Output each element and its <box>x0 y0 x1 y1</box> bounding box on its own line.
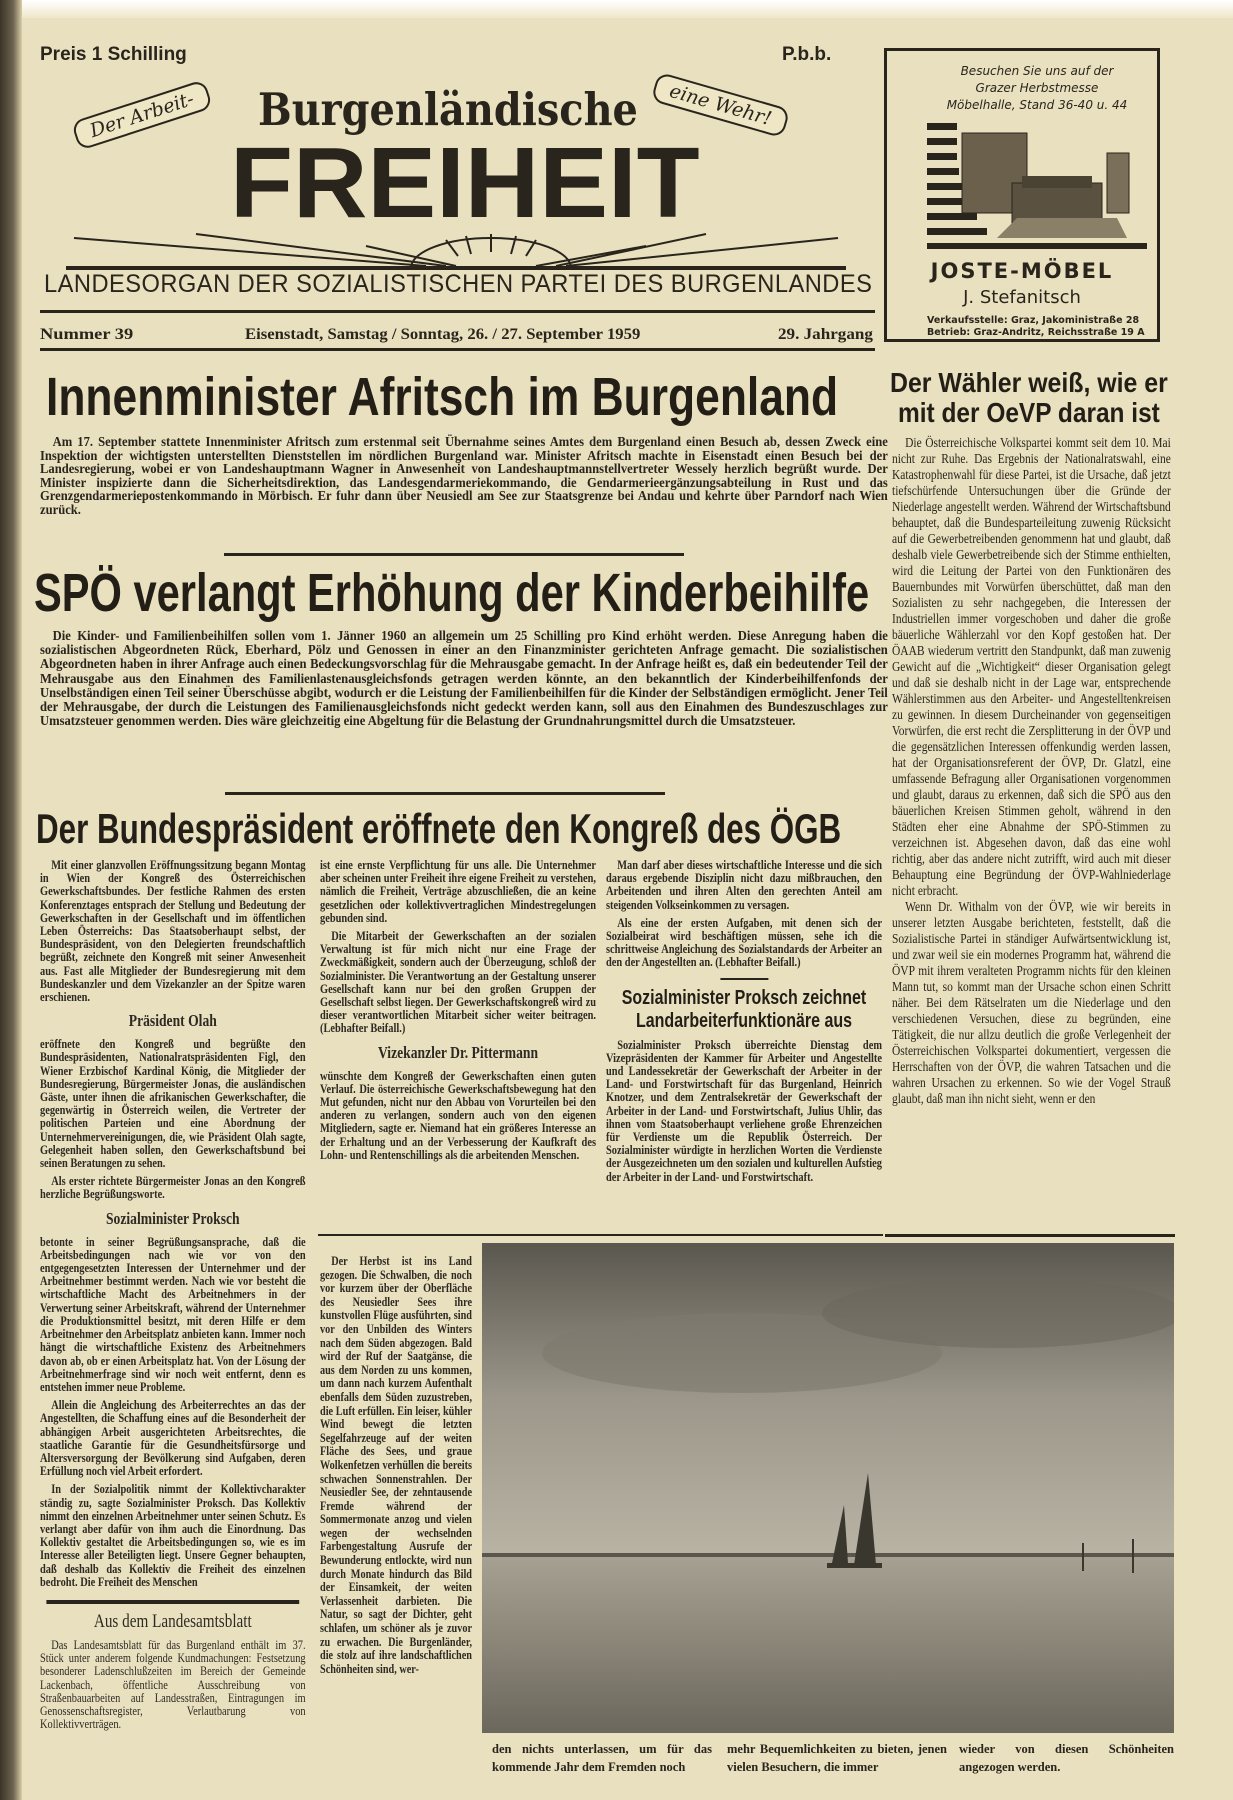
headline-afritsch: Innenminister Afritsch im Burgenland <box>46 367 839 427</box>
article-waehler <box>892 436 1171 1108</box>
masthead-title: FREIHEIT <box>230 127 700 239</box>
subheading: Präsident Olah <box>128 1011 217 1031</box>
divider <box>224 553 684 556</box>
photo-caption-3: wieder von diesen Schönheiten angezogen werden. <box>959 1742 1174 1774</box>
divider <box>318 1234 883 1236</box>
divider <box>885 1234 1175 1237</box>
masthead-top: Burgenländische <box>258 83 638 136</box>
article-paragraph: wünschte dem Kongreß der Gewerkschaften einen guten Verlauf. Die österreichische Gewerkschaftsbewegung hat den Mut gefunden, nicht nur den Abbau von Vorurteilen bei den anderen zu verlangen, sondern auch von den eigenen Mitgliedern, sagte er. Niemand hat ein größeres Interesse an der Erhaltung und an der Verbesserung der Kaufkraft des Lohn- und Rentenschillings als die arbeitenden Menschen. <box>320 1067 596 1162</box>
ad-address <box>927 315 1145 339</box>
article-paragraph: Die Kinder- und Familienbeihilfen sollen vom 1. Jänner 1960 an allgemein um 25 Schilling pro Kind erhöht werden. Diese Anregung haben die sozialistischen Abgeordneten Rück, Eberhard, Pölz und Genossen in einer an den Finanzminister gerichteten Anfrage gemacht. Die sozialistischen Abgeordneten haben in ihrer Anfrage auch einen Bedeckungsvorschlag für die Mehrausgabe gemacht. In der Anfrage heißt es, daß ein bedeutender Teil der Mehrausgabe aus den Einahmen des Familienlastenausgleichsfonds getragen werden könnte, an den bekanntlich der Kinderbeihilfenfonds der Unselbständigen einen Teil seiner Überschüsse abgibt, wodurch er die Leistung der Familienbeihilfen für die Kinder der Selbständigen ermöglicht. Jener Teil der Mehrausgabe, der durch die Leistungen des Familienausgleichsfonds nicht gedeckt werden kann, soll aus den Einahmen des Bundeszuschlages zur Umsatzsteuer genommen werden. Dies wäre gleichzeitig eine Abgeltung für die Belastung der Grundnahrungsmittel durch die Umsatzsteuer. <box>40 629 888 730</box>
oegb-column-3 <box>606 858 882 1183</box>
ad-brand: JOSTE-MÖBEL <box>930 259 1114 283</box>
article-paragraph: Allein die Angleichung des Arbeiterrechtes an das der Angestellten, die Schaffung eines auf die Besonderheit der abhängigen Arbeit ausgerichteten Arbeitsrechtes, die staatliche Garantie für die Gesundheitsfürsorge und Altersversorgung der Bevölkerung sind Aufgaben, deren Erfüllung noch viel Arbeit erfordert. <box>40 1397 306 1479</box>
article-paragraph: eröffnete den Kongreß und begrüßte den Bundespräsidenten, Nationalratspräsidenten Figl, den Wiener Erzbischof Kardinal König, die Mitglieder der Bundesregierung, Bürgermeister Jonas, die ausländischen Gäste, unter ihnen die afrikanischen Gewerkschafter, die gegenwärtig in Österreich weilen, die Vertreter der politischen Parteien und eine Abordnung der Unternehmervereinigungen, die, wie Präsident Olah sagte, Gelegenheit haben sollen, den Gewerkschaftsbund bei seinen Beratungen zu sehen. <box>40 1036 306 1171</box>
ad-owner: J. Stefanitsch <box>963 287 1081 308</box>
headline-waehler <box>890 368 1203 428</box>
article-paragraph: Als erster richtete Bürgermeister Jonas an den Kongreß herzliche Begrüßungsworte. <box>40 1173 306 1202</box>
oegb-column-1 <box>40 858 306 1730</box>
article-paragraph: Die Österreichische Volkspartei kommt seit dem 10. Mai nicht zur Ruhe. Das Ergebnis der Nationalratswahl, eine Katastrophenwahl für diese Partei, ist die Ursache, daß jetzt tiefschürfende Untersuchungen über die Gründe der Niederlage angestellt werden. Während der Wirtschaftsbund behauptet, daß die Bundesparteileitung zuwenig Rücksicht auf die Gewerbetreibenden genommenn hat und glaubt, daß deshalb viele Gewerbetreibende sich der Stimme enthielten, wird die Leitung der Partei von den Funktionären des Bauernbundes mit Vorwürfen überschüttet, daß man den Sozialisten zu sehr nachgegeben, die Interessen der Industriellen immer vorgeschoben und daher die große bäuerliche Wählerzahl vor den Kopf gestoßen hat. Der ÖAAB wiederum vertritt den Standpunkt, daß man zuwenig Gewicht auf die „Wichtigkeit“ dieser Organisation gelegt und daß sie deshalb nicht in der Lage war, entsprechende Wählerstimmen aus den Arbeiter- und Angestelltenkreisen zu gewinnen. In diesem Durcheinander von gegenseitigen Vorwürfen, die erst recht die Zersplitterung in der ÖVP und die gegensätzlichen Interessen offenkundig werden lassen, hat der Organisationsreferent der ÖVP, Dr. Glatzl, eine umfassende Befragung aller Organisationen vorgenommen und glaubt, daraus zu erkennen, daß sich die SPÖ aus den bäuerlichen Kreisen Stimmen geholt, während in den Städten eher eine Abnahme der SPÖ-Stimmen zu verzeichnen ist. Abgesehen davon, daß das eine wohl richtig, aber das andere nicht zutrifft, wird auch mit dieser Behauptung eine Begründung der ÖVP-Wahlniederlage nicht erbracht. <box>892 436 1171 899</box>
article-paragraph: betonte in seiner Begrüßungsansprache, daß die Arbeitsbedingungen nach wie vor von den entgegengesetzten Interessen der Unternehmer und der Arbeitnehmer bestimmt werden. Nach wie vor besteht die wirtschaftliche Macht des Arbeitnehmers in der Verwertung seiner Arbeitskraft, während der Unternehmer die Produktionsmittel besitzt, mit deren Hilfe er dem Arbeitnehmer den Arbeitsplatz anbieten kann. Immer noch hängt die wirtschaftliche Existenz des Arbeitnehmers davon ab, ob er einen Arbeitsplatz hat. Von der Lösung der Arbeitnehmerfrage sind wir noch weit entfernt, denn es entstehen immer neue Probleme. <box>40 1233 306 1394</box>
ad-text <box>887 63 1157 114</box>
article-paragraph: Das Landesamtsblatt für das Burgenland enthält im 37. Stück unter anderem folgende Kundmachungen: Festsetzung besonderer Ladenschlußzeiten im Bereich der Gemeinde Lackenbach, öffentliche Ausschreibung von Straßenbauarbeiten auf Landesstraßen, Eintragungen im Genossenschaftsregister, Verlautbarung von Kollektivverträgen. <box>40 1636 306 1732</box>
page-top-edge <box>0 0 1233 18</box>
photo-caption-2: mehr Bequemlichkeiten zu bieten, jenen vielen Besuchern, die immer <box>727 1742 947 1774</box>
furniture-illustration <box>917 113 1147 258</box>
ad-line: Besuchen Sie uns auf der <box>960 64 1114 78</box>
article-afritsch <box>40 436 888 518</box>
ad-line: Grazer Herbstmesse <box>975 81 1099 95</box>
headline-landesamtsblatt: Aus dem Landesamtsblatt <box>93 1610 252 1632</box>
article-paragraph: Als eine der ersten Aufgaben, mit denen sich der Sozialbeirat wird beschäftigen müssen, sehe ich die schrittweise Angleichung des Sozialstandards der Arbeiter an den der Angestellten an. (Lebhafter Beifall.) <box>606 914 882 970</box>
article-paragraph: ist eine ernste Verpflichtung für uns alle. Die Unternehmer aber scheinen unter Freiheit ihre eigene Freiheit zu verstehen, nämlich die Freiheit, Verträge abzuschließen, die an keine gesetzlichen oder kollektivvertraglichen Mindestregelungen gebunden sind. <box>320 857 596 925</box>
headline-oegb: Der Bundespräsident eröffnete den Kongreß des ÖGB <box>36 805 842 852</box>
article-paragraph: Man darf aber dieses wirtschaftliche Interesse und die sich daraus ergebende Disziplin nicht dazu mißbrauchen, den Arbeitenden und ihren Alten den gerechten Anteil am steigenden Volkseinkommen zu versagen. <box>606 857 882 912</box>
advertisement-joste-moebel <box>884 48 1160 342</box>
divider <box>225 792 665 795</box>
headline-spoe: SPÖ verlangt Erhöhung der Kinderbeihilfe <box>34 563 870 623</box>
ribbon-right: eine Wehr! <box>651 72 791 139</box>
ad-line: Möbelhalle, Stand 36-40 u. 44 <box>946 98 1128 112</box>
oegb-column-2 <box>320 858 596 1161</box>
divider <box>40 348 875 351</box>
masthead-subtitle: LANDESORGAN DER SOZIALISTISCHEN PARTEI DES BURGENLANDES <box>44 270 873 298</box>
ribbon-left: Der Arbeit- <box>71 79 213 151</box>
issue-number: Nummer 39 <box>40 326 134 343</box>
photo-caption-1: den nichts unterlassen, um für das kommende Jahr dem Fremden noch <box>492 1742 712 1774</box>
issue-date: Eisenstadt, Samstag / Sonntag, 26. / 27. September 1959 <box>245 326 641 343</box>
ad-plant-address: Betrieb: Graz-Andritz, Reichsstraße 19 A <box>927 327 1145 338</box>
divider <box>720 978 768 980</box>
article-spoe <box>40 630 888 729</box>
headline-line: mit der OeVP daran ist <box>898 397 1160 428</box>
subheading: Sozialminister Proksch <box>105 1208 240 1228</box>
divider <box>40 310 875 313</box>
ad-sales-address: Verkaufsstelle: Graz, Jakoministraße 28 <box>927 315 1140 326</box>
divider <box>46 1600 299 1604</box>
headline-proksch: Sozialminister Proksch zeichnet Landarbeiterfunktionäre aus <box>621 986 867 1032</box>
article-paragraph: Sozialminister Proksch überreichte Dienstag dem Vizepräsidenten der Kammer für Arbeiter und Angestellte und Landessekretär der Gewerkschaft der Arbeiter in der Land- und Forstwirtschaft für das Burgenland, Heinrich Knotzer, und dem Zentralsekretär der Gewerkschaft der Arbeiter in der Land- und Forstwirtschaft, Julius Uhlir, das ihnen vom Staatsoberhaupt verliehene große Ehrenzeichen für Verdienste um die Republik Österreich. Der Sozialminister würdigte in herzlichen Worten die Verdienste der Ausgezeichneten um den sozialen und kulturellen Aufstieg der Arbeiter in der Land- und Forstwirtschaft. <box>606 1036 882 1184</box>
photo-neusiedler-see <box>482 1243 1174 1733</box>
article-paragraph: Die Mitarbeit der Gewerkschaften an der sozialen Verwaltung ist für mich nicht nur eine Frage der Zweckmäßigkeit, sondern auch der Überzeugung, schloß der Sozialminister. Die Verantwortung an der Gestaltung unserer Gesellschaft kann nur bei den großen Gruppen der Gesellschaft selbst liegen. Der Gewerkschaftskongreß wird zu dieser verantwortlichen Mitarbeit sicher weiter beitragen. (Lebhafter Beifall.) <box>320 928 596 1036</box>
article-paragraph: Mit einer glanzvollen Eröffnungssitzung begann Montag in Wien der Kongreß des Österreichischen Gewerkschaftsbundes. Der festliche Rahmen des ersten Konferenztages entsprach der Stellung und Bedeutung der Gewerkschaften in der Gesellschaft und im öffentlichen Leben Österreichs: Das Staatsoberhaupt selbst, der Bundespräsident, von den Delegierten freundschaftlich begrüßt, zeichnete den Kongreß mit seiner Anwesenheit aus. Fast alle Mitglieder der Bundesregierung mit dem Bundeskanzler und dem Vizekanzler an der Spitze waren erschienen. <box>40 857 306 1005</box>
article-paragraph: In der Sozialpolitik nimmt der Kollektivcharakter ständig zu, sagte Sozialminister Proksch. Das Kollektiv nimmt den einzelnen Arbeitnehmer unter seinen Schutz. Es verlangt aber dafür von ihm auch die Einordnung. Das Kollektiv gestaltet die Arbeitsbedingungen so, wie es im Interesse aller Beteiligten liegt. Unsere Gegner behaupten, daß deshalb das Kollektiv die Freiheit des einzelnen bedroht. Die Freiheit des Menschen <box>40 1481 306 1589</box>
page-binding-edge <box>0 0 22 1800</box>
article-paragraph: Am 17. September stattete Innenminister Afritsch zum erstenmal seit Übernahme seines Amtes dem Burgenland einen Besuch ab, dessen Zweck eine Inspektion der wichtigsten unterstellten Dienststellen im nördlichen Burgenland war. Minister Afritsch machte in Eisenstadt einen Besuch bei der Landesregierung, wobei er von Landeshauptmann Wagner in Anwesenheit von Landeshauptmannstellvertreter Wessely herzlich begrüßt wurde. Der Minister inspizierte dann die Sicherheitsdirektion, das Landesgendarmeriekommando, die Gendarmerieergänzungsabteilung in Rust und das Grenzgendarmeriepostenkommando in Mörbisch. Er fuhr dann über Neusiedl am See zur Staatsgrenze bei Andau und kehrte über Parndorf nach Wien zurück. <box>40 435 888 518</box>
sunrise-emblem <box>66 226 846 276</box>
subheading: Vizekanzler Dr. Pittermann <box>377 1042 539 1062</box>
volume-number: 29. Jahrgang <box>778 326 873 343</box>
headline-line: Der Wähler weiß, wie er <box>890 367 1168 398</box>
article-paragraph: Der Herbst ist ins Land gezogen. Die Schwalben, die noch vor kurzem über der Oberfläche des Neusiedler Sees ihre kunstvollen Flüge ausführten, sind vor den Unbilden des Winters nach dem Süden abgezogen. Bald wird der Ruf der Saatgänse, die aus dem Norden zu uns kommen, um dann nach kurzem Aufenthalt ebenfalls dem Süden zuzustreben, die Luft erfüllen. Ein leiser, kühler Wind bewegt die letzten Segelfahrzeuge auf der weiten Fläche des Sees, und graue Wolkenfetzen verhüllen die bereits schwachen Sonnenstrahlen. Der Neusiedler See, der zehntausende Fremde während der Sommermonate anzog und vielen wegen der wechselnden Farbengestaltung Ausrufe der Bewunderung entlockte, wird nun durch Monate hindurch das Bild der Einsamkeit, der weiten Verlassenheit darbieten. Die Natur, so sagt der Dichter, geht schlafen, um schöner als je zuvor zu erwachen. Die Burgenländer, die stolz auf ihre landschaftlichen Schönheiten sind, wer- <box>320 1254 472 1676</box>
article-herbst <box>320 1255 472 1676</box>
price-label: Preis 1 Schilling <box>40 44 187 65</box>
article-paragraph: Wenn Dr. Withalm von der ÖVP, wie wir bereits in unserer letzten Ausgabe berichteten, feststellt, daß die Sozialistische Partei in ständiger Aufwärtsentwicklung ist, und zwar weil sie ein modernes Programm hat, während die ÖVP mit ihrem veralteten Programm nichts für den kleinen Mann tut, so kommt man der Ursache schon einen Schritt näher. Bei dem Rätselraten um die Niederlage und den verschiedenen Versuchen, diese zu begründen, eine Tätigkeit, die nur allzu deutlich die große Verlegenheit der Österreichischen Volkspartei dokumentiert, vergessen die Herrschaften von der ÖVP, die wahren Tatsachen und die wahren Ursachen zu erkennen. So wie der Vogel Strauß glaubt, daß man ihn nicht sieht, wenn er den <box>892 900 1171 1107</box>
postal-mark: P.b.b. <box>782 44 832 65</box>
